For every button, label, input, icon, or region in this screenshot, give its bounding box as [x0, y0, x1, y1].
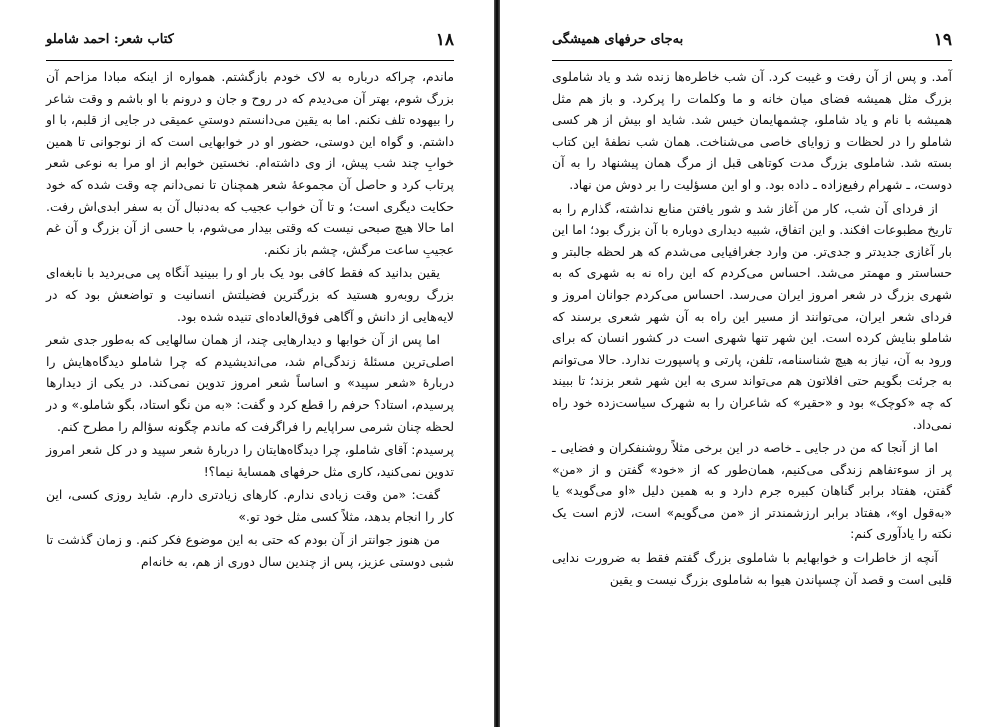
- right-page-body: [552, 66, 952, 592]
- right-header-rule: [552, 60, 952, 61]
- right-paragraph-1: آمد. و پس از آن رفت و غیبت کرد. آن شب خاطره‌ها زنده شد و یاد شاملوی بزرگ مثل همیشه فضای میان خانه و ما وکلمات را پرکرد. و باز هم مثل همیشه با نام و یاد شاملو، چشمهایمان خیس شد. شاید او بیش از هر کسی شاملو را در لحظات و زوایای خاصی می‌شناخت. همان شب نطفهٔ این کتاب بسته شد. شاملوی بزرگ مدت کوتاهی قبل از مرگ همان پیشنهاد را به آن دوست، ـ شهرام رفیع‌زاده ـ داده بود. و او این مسؤلیت را بر دوش من نهاد.: [552, 69, 952, 192]
- right-paragraph-4: آنچه از خاطرات و خوابهایم با شاملوی بزرگ گفتم فقط به ضرورت ندایی قلبی است و قصد آن چسپاندن هیوا به شاملوی بزرگ نیست و یقین: [552, 550, 952, 587]
- left-page-header: [46, 28, 454, 58]
- left-paragraph-3: اما پس از آن خوابها و دیدارهایی چند، از همان سالهایی که به‌طور جدی شعر اصلی‌ترین مسئلهٔ زندگی‌ام شد، می‌اندیشیدم که چرا شاملو دیدگاه‌هایش را دربارهٔ «شعر سپید» و اساساً شعر امروز تدوین نمی‌کند. در یکی از دیدارها پرسیدم، استاد؟ حرفم را قطع کرد و گفت: «به من نگو استاد، بگو شاملو.» و در لحظه چنان شرمی سراپایم را فراگرفت که ماندم چگونه سؤالم را مطرح کنم.: [46, 332, 454, 434]
- left-header-rule: [46, 60, 454, 61]
- left-paragraph-1: ماندم، چراکه درباره به لاک خودم بازگشتم. همواره از اینکه مبادا مزاحم آن بزرگ شوم، بهتر آن می‌دیدم که در روح و جان و درونم با او باشم و وقت شاعر را بیهوده تلف نکنم. اما به یقین می‌دانستم دوستیِ عمیقی در جایی از قلبم، با او داشتم. و گواه این دوستی، حضور او در خوابهایی است که از نوجوانی تا همین خوابِ چند شب پیش، از وی داشته‌ام. نخستین خوابم از او مرا به نوعی شعر پرتاب کرد و حاصل آن مجموعهٔ شعر همچنان تا نمی‌دانم چه وقت شده که خود حکایت دیگری است؛ و تا آن خواب عجیب که به‌دنبال آن به سفر ابدی‌اش رفت. اما حالا هیچ صبحی نیست که وقتی بیدار می‌شوم، با حسی از آن بزرگ و آن غم عجیبِ ساعت مرگش، چشم باز نکنم.: [46, 69, 454, 257]
- right-paragraph-3: اما از آنجا که من در جایی ـ خاصه در این برخی مثلاً روشنفکران و فضایی ـ پر از سوءتفاهم زندگی می‌کنیم، همان‌طور که از «خود» گفتن و از «من» گفتن، هفتاد برابر گناهان کبیره جرم دارد و به همین دلیل «او می‌گوید» یا «به‌قول او»، هفتاد برابر ارزشمندتر از «من می‌گویم» است، لازم است یک نکته را یادآوری کنم:: [552, 440, 952, 542]
- right-page: [500, 0, 996, 727]
- right-page-number: ۱۹: [933, 30, 952, 50]
- left-paragraph-4: پرسیدم: آقای شاملو، چرا دیدگاه‌هایتان را دربارهٔ شعر سپید و در کل شعر امروز تدوین نمی‌کنید، کاری مثل حرفهای همسایهٔ نیما؟!: [46, 442, 454, 479]
- left-paragraph-6: من هنوز جوانتر از آن بودم که حتی به این موضوع فکر کنم. و زمان گذشت تا شبی دوستی عزیز، پس از چندین سال دوری از هم، به خانه‌ام: [46, 532, 454, 570]
- left-page-body: [46, 66, 454, 575]
- left-paragraph-5: گفت: «من وقت زیادی ندارم. کارهای زیادتری دارم. شاید روزی کسی، این کار را انجام بدهد، مثلاً کسی مثل خود تو.»: [46, 487, 454, 524]
- left-page: [0, 0, 496, 727]
- right-paragraph-2: از فردای آن شب، کار من آغاز شد و شور یافتن منابع نداشته، گذارم را به تاریخ مطبوعات افکند. و این اتفاق، شبیه دیداری دوباره با آن بزرگ بود؛ اما این بار آغازی جدیدتر و جدی‌تر. من وارد جغرافیایی می‌شدم که هر لحظه جالبتر و حساستر و مهمتر می‌شد. احساس می‌کردم که این راه نه به شهری که به شهری بزرگ در شعر امروز ایران می‌رسد. احساس می‌کردم جوانان امروز و فردای شعر ایران، می‌توانند از مسیر این راه به آن شهر شعری برسند که شاملو بنایش کرده است. این شهر تنها شهری است در کشور انسان که برای ورود به آن، نیاز به هیچ شناسنامه، تلفن، پارتی و پاسپورت ندارد. حالا می‌توانم به جرئت بگویم حتی افلاتون هم می‌تواند سری به این شهر شعر بزند؛ تا ببیند که چه «کوچک» بود و «حقیر» که شاعران را به شهرک سیاست‌زده خود راه نمی‌داد.: [552, 200, 952, 432]
- left-paragraph-2: یقین بدانید که فقط کافی بود یک بار او را ببینید آنگاه پی می‌بردید با نابغه‌ای بزرگ روبه‌رو هستید که بزرگترین فضیلتش انسانیت و تواضعش بود که در لایه‌هایی از دانش و آگاهی فوق‌العاده‌ای تنیده شده بود.: [46, 265, 454, 324]
- left-page-number: ۱۸: [435, 30, 454, 50]
- right-running-title: به‌جای حرفهای همیشگی: [552, 32, 684, 47]
- left-running-title: کتاب شعر: احمد شاملو: [46, 32, 174, 47]
- right-page-header: [552, 28, 952, 58]
